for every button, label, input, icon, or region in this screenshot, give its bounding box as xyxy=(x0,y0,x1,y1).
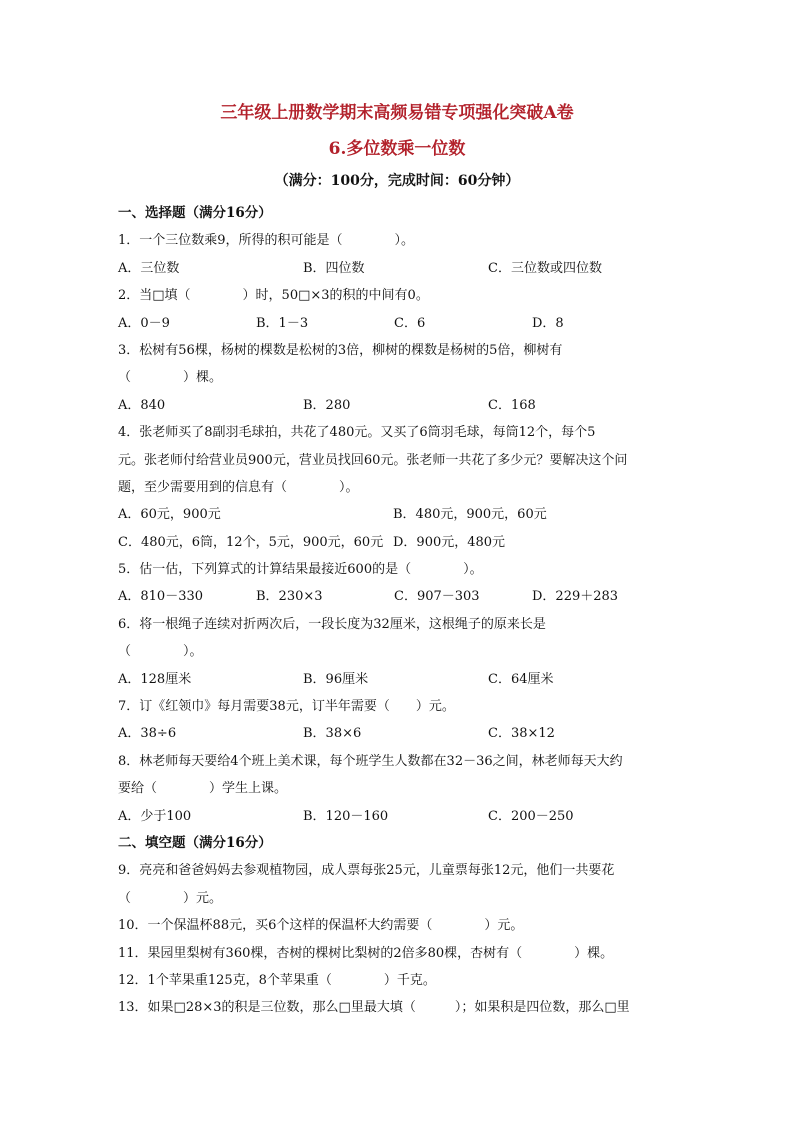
question-8-stem-cont: 要给（ ）学生上课。 xyxy=(118,781,288,797)
option: A．三位数 xyxy=(118,260,180,276)
option: B．230×3 xyxy=(256,589,323,605)
option: B．280 xyxy=(303,397,351,413)
question-4-stem: 4．张老师买了8副羽毛球拍，共花了480元。又买了6筒羽毛球，每筒12个，每个5 xyxy=(118,425,596,441)
option: C．三位数或四位数 xyxy=(488,260,602,276)
option: C．38×12 xyxy=(488,726,555,742)
option: D．229＋283 xyxy=(532,589,619,605)
option: C．480元，6筒，12个，5元，900元，60元 xyxy=(118,534,384,550)
exam-title: 三年级上册数学期末高频易错专项强化突破A卷 xyxy=(220,103,574,123)
question-1-stem: 1．一个三位数乘9，所得的积可能是（ ）。 xyxy=(118,233,415,249)
option: C．64厘米 xyxy=(488,671,554,687)
option: D．900元，480元 xyxy=(393,534,506,550)
question-1-options xyxy=(118,255,688,282)
option: B．1－3 xyxy=(256,315,309,331)
question-3-stem-cont: （ ）棵。 xyxy=(118,370,223,386)
question-3-stem: 3．松树有56棵，杨树的棵数是松树的3倍，柳树的棵数是杨树的5倍，柳树有 xyxy=(118,342,563,358)
question-3-options xyxy=(118,392,688,419)
option: A．38÷6 xyxy=(118,726,177,742)
question-11-stem: 11．果园里梨树有360棵，杏树的棵树比梨树的2倍多80棵，杏树有（ ）棵。 xyxy=(118,945,614,961)
question-6-stem: 6．将一根绳子连续对折两次后，一段长度为32厘米，这根绳子的原来长是 xyxy=(118,616,546,632)
question-2-options xyxy=(118,310,688,337)
question-7-options xyxy=(118,720,688,747)
option: A．128厘米 xyxy=(118,671,192,687)
question-body xyxy=(118,200,688,1022)
section-heading-fill: 二、填空题（满分16分） xyxy=(118,834,272,851)
option: A．0－9 xyxy=(118,315,170,331)
score-info: （满分：100分，完成时间：60分钟） xyxy=(274,173,520,189)
option: B．120－160 xyxy=(303,808,389,824)
question-4-stem-cont: 题，至少需要用到的信息有（ ）。 xyxy=(118,479,359,495)
option: B．38×6 xyxy=(303,726,362,742)
option: C．6 xyxy=(394,315,426,331)
option: B．四位数 xyxy=(303,260,365,276)
section-heading-choice: 一、选择题（满分16分） xyxy=(118,205,272,221)
question-2-stem: 2．当□填（ ）时，50□×3的积的中间有0。 xyxy=(118,288,429,304)
option: B．96厘米 xyxy=(303,671,369,687)
question-4-stem-cont: 元。张老师付给营业员900元，营业员找回60元。张老师一共花了多少元？要解决这个问 xyxy=(118,452,628,468)
question-9-stem-cont: （ ）元。 xyxy=(118,890,223,906)
option: D．8 xyxy=(532,315,564,331)
question-8-stem: 8．林老师每天要给4个班上美术课，每个班学生人数都在32－36之间，林老师每天大约 xyxy=(118,753,623,769)
question-8-options xyxy=(118,803,688,830)
option: C．907－303 xyxy=(394,589,480,605)
question-10-stem: 10．一个保温杯88元，买6个这样的保温杯大约需要（ ）元。 xyxy=(118,918,524,934)
question-13-stem: 13．如果□28×3的积是三位数，那么□里最大填（ ）；如果积是四位数，那么□里 xyxy=(118,1000,630,1016)
question-4-options xyxy=(118,529,688,556)
question-4-options xyxy=(118,501,688,528)
question-6-options xyxy=(118,666,688,693)
unit-title: 6.多位数乘一位数 xyxy=(328,139,466,159)
question-5-options xyxy=(118,583,688,610)
option: A．810－330 xyxy=(118,589,204,605)
option: C．168 xyxy=(488,397,536,413)
question-6-stem-cont: （ ）。 xyxy=(118,644,203,660)
question-7-stem: 7．订《红领巾》每月需要38元，订半年需要（ ）元。 xyxy=(118,699,455,715)
option: A．840 xyxy=(118,397,166,413)
option: A．60元，900元 xyxy=(118,507,221,523)
option: A．少于100 xyxy=(118,808,192,824)
option: C．200－250 xyxy=(488,808,574,824)
question-12-stem: 12．1个苹果重125克，8个苹果重（ ）千克。 xyxy=(118,972,436,988)
question-5-stem: 5．估一估，下列算式的计算结果最接近600的是（ ）。 xyxy=(118,562,483,578)
option: B．480元，900元，60元 xyxy=(393,507,547,523)
question-9-stem: 9．亮亮和爸爸妈妈去参观植物园，成人票每张25元，儿童票每张12元，他们一共要花 xyxy=(118,863,615,879)
